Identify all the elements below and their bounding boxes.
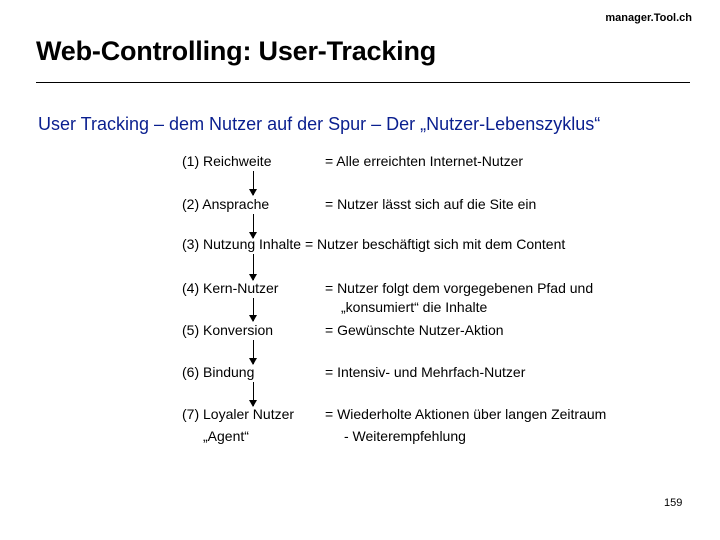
down-arrow-icon xyxy=(253,298,254,321)
stage-5-label: (5) Konversion xyxy=(182,322,274,338)
title-divider xyxy=(36,82,690,83)
stage-1-description: = Alle erreichten Internet-Nutzer xyxy=(325,153,524,169)
stage-5-description: = Gewünschte Nutzer-Aktion xyxy=(325,322,504,338)
stage-3-label: (3) Nutzung Inhalte = Nutzer beschäftigt sich mit dem Content xyxy=(182,236,566,252)
stage-4-description: = Nutzer folgt dem vorgegebenen Pfad und xyxy=(325,280,594,296)
stage-6-label: (6) Bindung xyxy=(182,364,255,380)
page-number: 159 xyxy=(664,497,683,509)
down-arrow-icon xyxy=(253,382,254,406)
stage-4-description-line2: „konsumiert“ die Inhalte xyxy=(341,299,488,315)
stage-7-label: (7) Loyaler Nutzer xyxy=(182,406,295,422)
down-arrow-icon xyxy=(253,171,254,195)
page-title: Web-Controlling: User-Tracking xyxy=(36,36,437,66)
stage-2-label: (2) Ansprache xyxy=(182,196,270,212)
stage-2-description: = Nutzer lässt sich auf die Site ein xyxy=(325,196,537,212)
stage-4-label: (4) Kern-Nutzer xyxy=(182,280,279,296)
down-arrow-icon xyxy=(253,340,254,364)
down-arrow-icon xyxy=(253,214,254,238)
stage-6-description: = Intensiv- und Mehrfach-Nutzer xyxy=(325,364,526,380)
brand-logo-text: manager.Tool.ch xyxy=(605,12,692,24)
stage-7-label-line2: „Agent“ xyxy=(203,428,249,444)
stage-1-label: (1) Reichweite xyxy=(182,153,272,169)
stage-7-description-line2: - Weiterempfehlung xyxy=(344,428,466,444)
stage-7-description: = Wiederholte Aktionen über langen Zeitraum xyxy=(325,406,607,422)
down-arrow-icon xyxy=(253,254,254,280)
slide-subtitle: User Tracking – dem Nutzer auf der Spur – Der „Nutzer-Lebenszyklus“ xyxy=(38,114,601,134)
